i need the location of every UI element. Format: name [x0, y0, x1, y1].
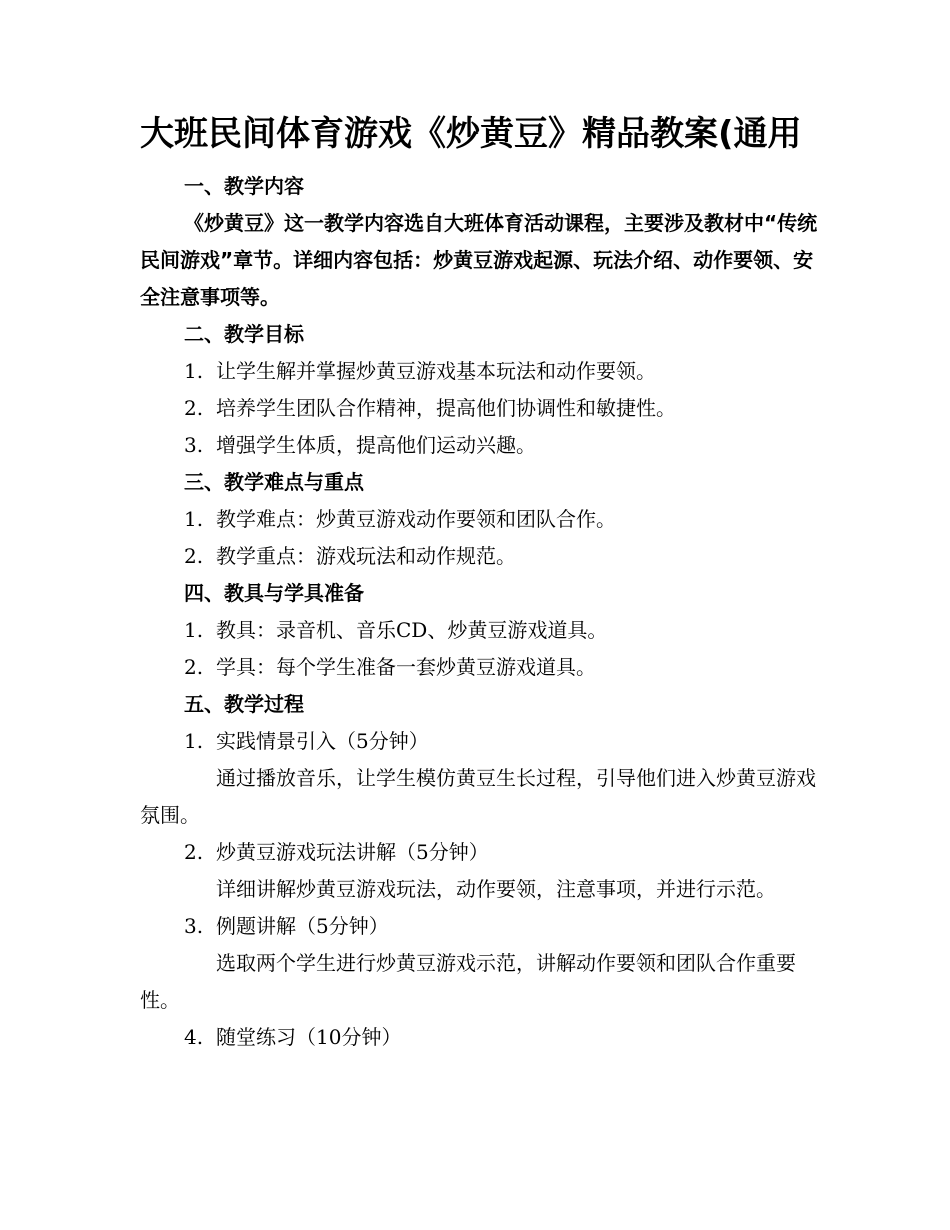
- process-step: [140, 1019, 820, 1056]
- document-title: 大班民间体育游戏《炒黄豆》精品教案(通用: [140, 114, 802, 154]
- list-item: [140, 427, 820, 464]
- section-heading-teaching-process: 五、教学过程: [184, 692, 304, 716]
- process-step: [140, 834, 820, 871]
- list-item-number: 2.: [184, 840, 204, 864]
- list-item-number: 1.: [184, 618, 204, 642]
- list-item-number: 2.: [184, 544, 204, 568]
- section-heading-materials: 四、教具与学具准备: [184, 581, 364, 605]
- process-step: [140, 723, 820, 760]
- list-item-text: 培养学生团队合作精神，提高他们协调性和敏捷性。: [216, 396, 676, 420]
- list-item-number: 1.: [184, 359, 204, 383]
- list-item-number: 1.: [184, 507, 204, 531]
- list-item: [140, 390, 820, 427]
- section-heading-teaching-content: 一、教学内容: [184, 174, 304, 198]
- list-item-text: 学具：每个学生准备一套炒黄豆游戏道具。: [216, 655, 596, 679]
- list-item-text: 让学生解并掌握炒黄豆游戏基本玩法和动作要领。: [216, 359, 656, 383]
- list-item-number: 3.: [184, 914, 204, 938]
- list-item-number: 4.: [184, 1025, 204, 1049]
- process-step-title: 随堂练习（10分钟）: [216, 1025, 402, 1049]
- list-item-text: 教学重点：游戏玩法和动作规范。: [216, 544, 516, 568]
- list-item: [140, 649, 820, 686]
- list-item: [140, 538, 820, 575]
- process-step: [140, 908, 820, 945]
- section-heading-teaching-goals: 二、教学目标: [184, 322, 304, 346]
- list-item: [140, 501, 820, 538]
- list-item-number: 1.: [184, 729, 204, 753]
- section-body-teaching-content: 《炒黄豆》这一教学内容选自大班体育活动课程，主要涉及教材中“传统民间游戏”章节。详细内容包括：炒黄豆游戏起源、玩法介绍、动作要领、安全注意事项等。: [140, 211, 818, 309]
- process-step-detail: 选取两个学生进行炒黄豆游戏示范，讲解动作要领和团队合作重要性。: [140, 951, 796, 1012]
- section-heading-difficulties: 三、教学难点与重点: [184, 470, 364, 494]
- process-step-detail: 详细讲解炒黄豆游戏玩法，动作要领，注意事项，并进行示范。: [216, 877, 776, 901]
- list-item-number: 3.: [184, 433, 204, 457]
- process-step-title: 例题讲解（5分钟）: [216, 914, 389, 938]
- list-item-text: 教学难点：炒黄豆游戏动作要领和团队合作。: [216, 507, 616, 531]
- list-item: [140, 353, 820, 390]
- list-item: [140, 612, 820, 649]
- list-item-text: 教具：录音机、音乐CD、炒黄豆游戏道具。: [216, 618, 608, 642]
- list-item-number: 2.: [184, 655, 204, 679]
- process-step-title: 炒黄豆游戏玩法讲解（5分钟）: [216, 840, 489, 864]
- list-item-number: 2.: [184, 396, 204, 420]
- process-step-title: 实践情景引入（5分钟）: [216, 729, 429, 753]
- list-item-text: 增强学生体质，提高他们运动兴趣。: [216, 433, 536, 457]
- process-step-detail: 通过播放音乐，让学生模仿黄豆生长过程，引导他们进入炒黄豆游戏氛围。: [140, 766, 816, 827]
- document-content: [140, 110, 820, 1056]
